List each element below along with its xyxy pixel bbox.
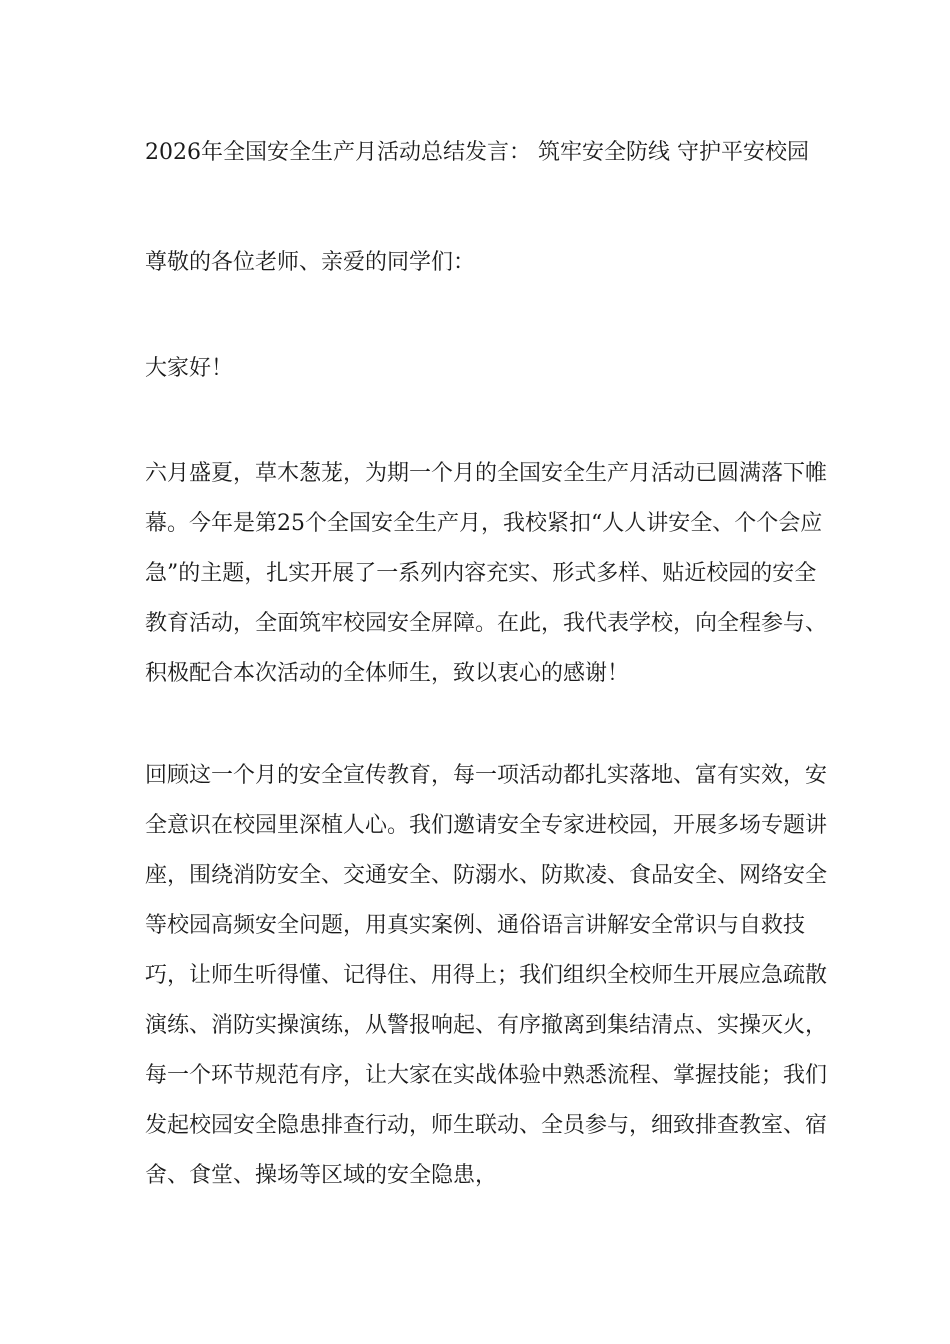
salutation: 尊敬的各位老师、亲爱的同学们： xyxy=(145,250,476,275)
paragraph: 回顾这一个月的安全宣传教育，每一项活动都扎实落地、富有实效，安全意识在校园里深植人心。我们邀请安全专家进校园，开展多场专题讲座，围绕消防安全、交通安全、防溺水、防欺凌、食品安全、网络安全等校园高频安全问题，用真实案例、通俗语言讲解安全常识与自救技巧，让师生听得懂、记得住、用得上；我们组织全校师生开展应急疏散演练、消防实操演练，从警报响起、有序撤离到集结清点、实操灭火，每一个环节规范有序，让大家在实战体验中熟悉流程、掌握技能；我们发起校园安全隐患排查行动，师生联动、全员参与，细致排查教室、宿舍、食堂、操场等区域的安全隐患， xyxy=(145,763,828,1188)
greeting: 大家好！ xyxy=(145,356,234,381)
paragraph: 六月盛夏，草木葱茏，为期一个月的全国安全生产月活动已圆满落下帷幕。今年是第25个全国安全生产月，我校紧扣“人人讲安全、个个会应急”的主题，扎实开展了一系列内容充实、形式多样、贴近校园的安全教育活动，全面筑牢校园安全屏障。在此，我代表学校，向全程参与、积极配合本次活动的全体师生，致以衷心的感谢！ xyxy=(145,461,828,686)
document-title: 2026年全国安全生产月活动总结发言： 筑牢安全防线 守护平安校园 xyxy=(145,140,809,165)
